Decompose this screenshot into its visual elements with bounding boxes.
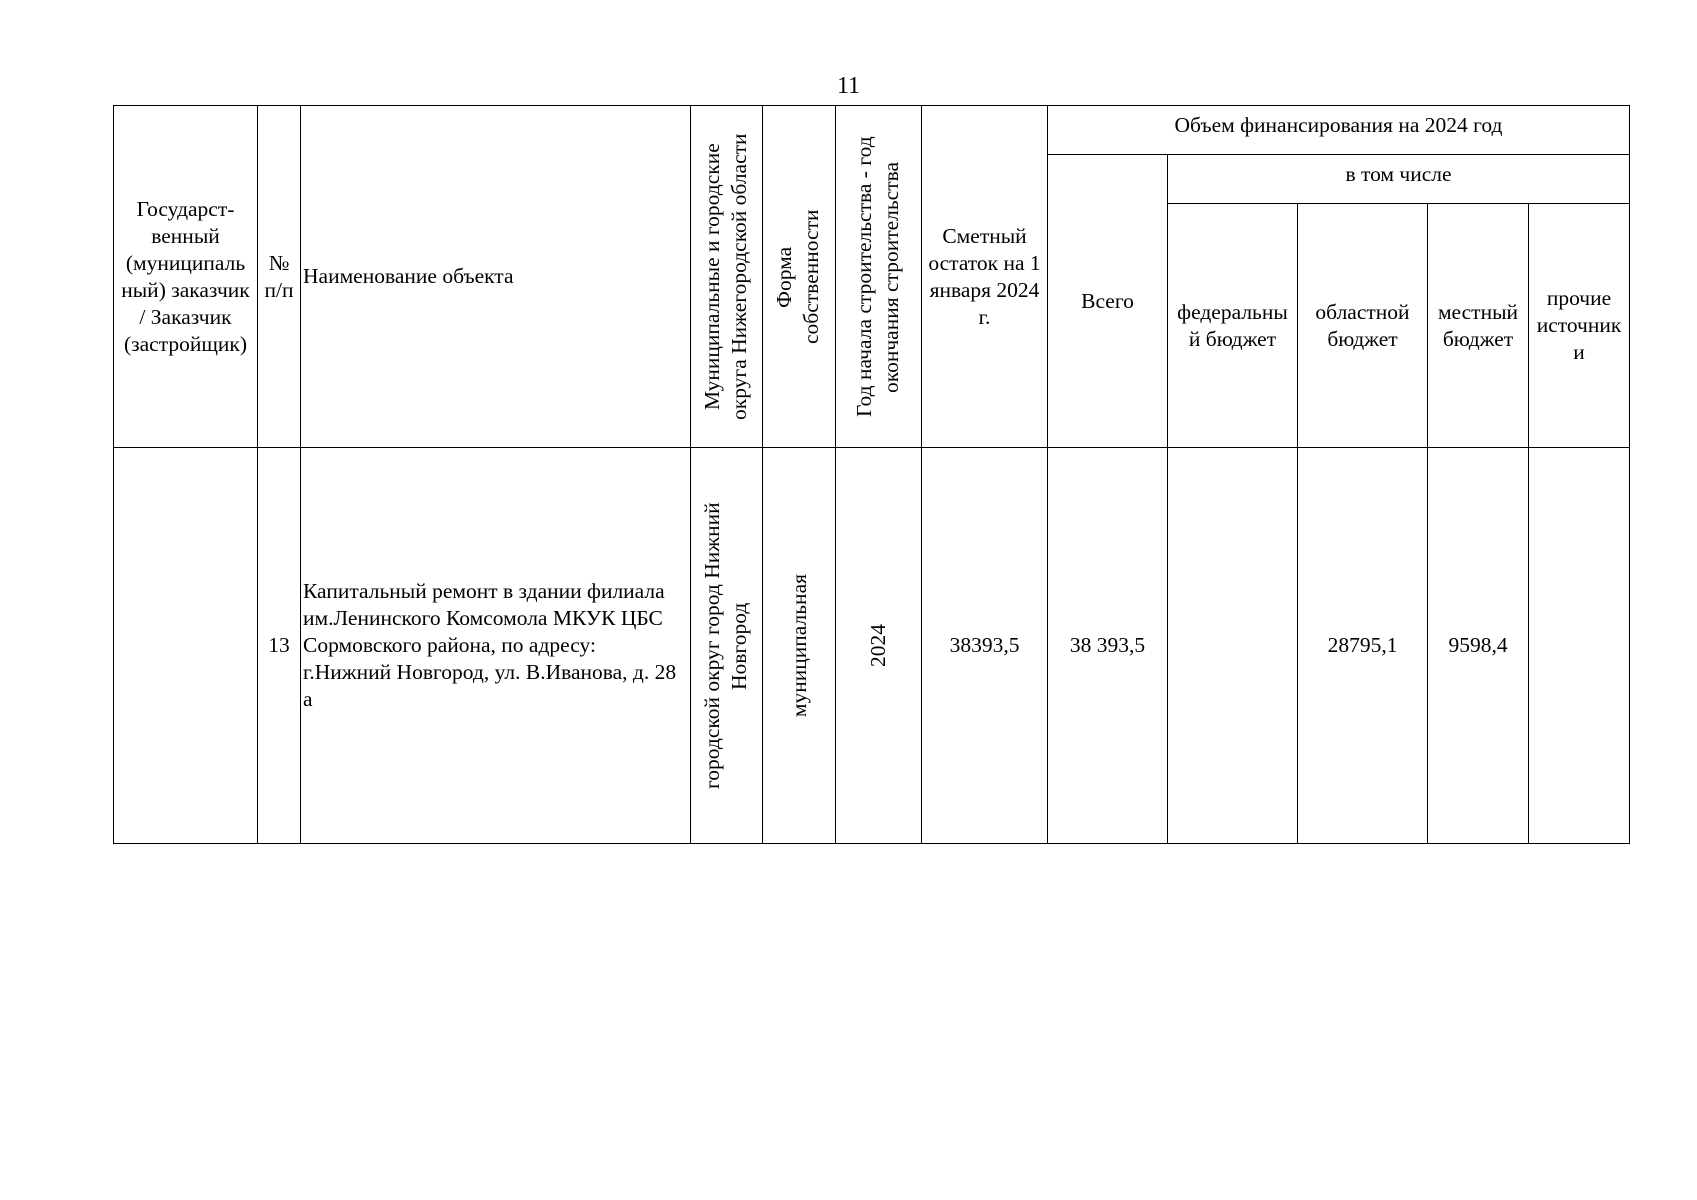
header-total: Всего — [1048, 155, 1168, 448]
header-object-name: Наименование объекта — [301, 106, 691, 448]
header-including: в том числе — [1168, 155, 1630, 204]
cell-regional-budget: 28795,1 — [1298, 448, 1428, 844]
header-municipality — [691, 106, 763, 448]
header-federal-budget: федеральны й бюджет — [1168, 204, 1298, 448]
header-other-sources: прочие источник и — [1529, 204, 1630, 448]
header-ownership — [763, 106, 836, 448]
header-financing-volume: Объем финансирования на 2024 год — [1048, 106, 1630, 155]
header-years — [836, 106, 922, 448]
cell-federal-budget — [1168, 448, 1298, 844]
cell-years — [836, 448, 922, 844]
table-row — [114, 448, 1630, 844]
financing-table — [113, 105, 1630, 844]
cell-municipality-text: городской округ город Нижний Новгород — [699, 502, 751, 789]
cell-customer — [114, 448, 258, 844]
cell-years-text: 2024 — [866, 624, 890, 667]
header-regional-budget: областной бюджет — [1298, 204, 1428, 448]
cell-number: 13 — [258, 448, 301, 844]
cell-local-budget: 9598,4 — [1428, 448, 1529, 844]
cell-estimate-balance: 38393,5 — [922, 448, 1048, 844]
header-estimate-balance: Сметный остаток на 1 января 2024 г. — [922, 106, 1048, 448]
header-local-budget: местный бюджет — [1428, 204, 1529, 448]
cell-object-name: Капитальный ремонт в здании филиала им.Ленинского Комсомола МКУК ЦБС Сормовского района, по адресу: г.Нижний Новгород, ул. В.Иванова, д. 28 а — [301, 448, 691, 844]
page-number: 11 — [836, 73, 861, 99]
header-customer: Государст-венный (муниципаль ный) заказчик / Заказчик (застройщик) — [114, 106, 258, 448]
cell-total: 38 393,5 — [1048, 448, 1168, 844]
header-number: № п/п — [258, 106, 301, 448]
header-ownership-text: Форма собственности — [772, 209, 823, 344]
header-municipality-text: Муниципальные и городские округа Нижегородской области — [699, 133, 751, 420]
header-years-text: Год начала строительства - год окончания строительства — [851, 136, 903, 417]
cell-ownership-text: муниципальная — [786, 573, 811, 718]
header-row-1 — [114, 106, 1630, 155]
cell-ownership — [763, 448, 836, 844]
cell-municipality — [691, 448, 763, 844]
cell-other-sources — [1529, 448, 1630, 844]
